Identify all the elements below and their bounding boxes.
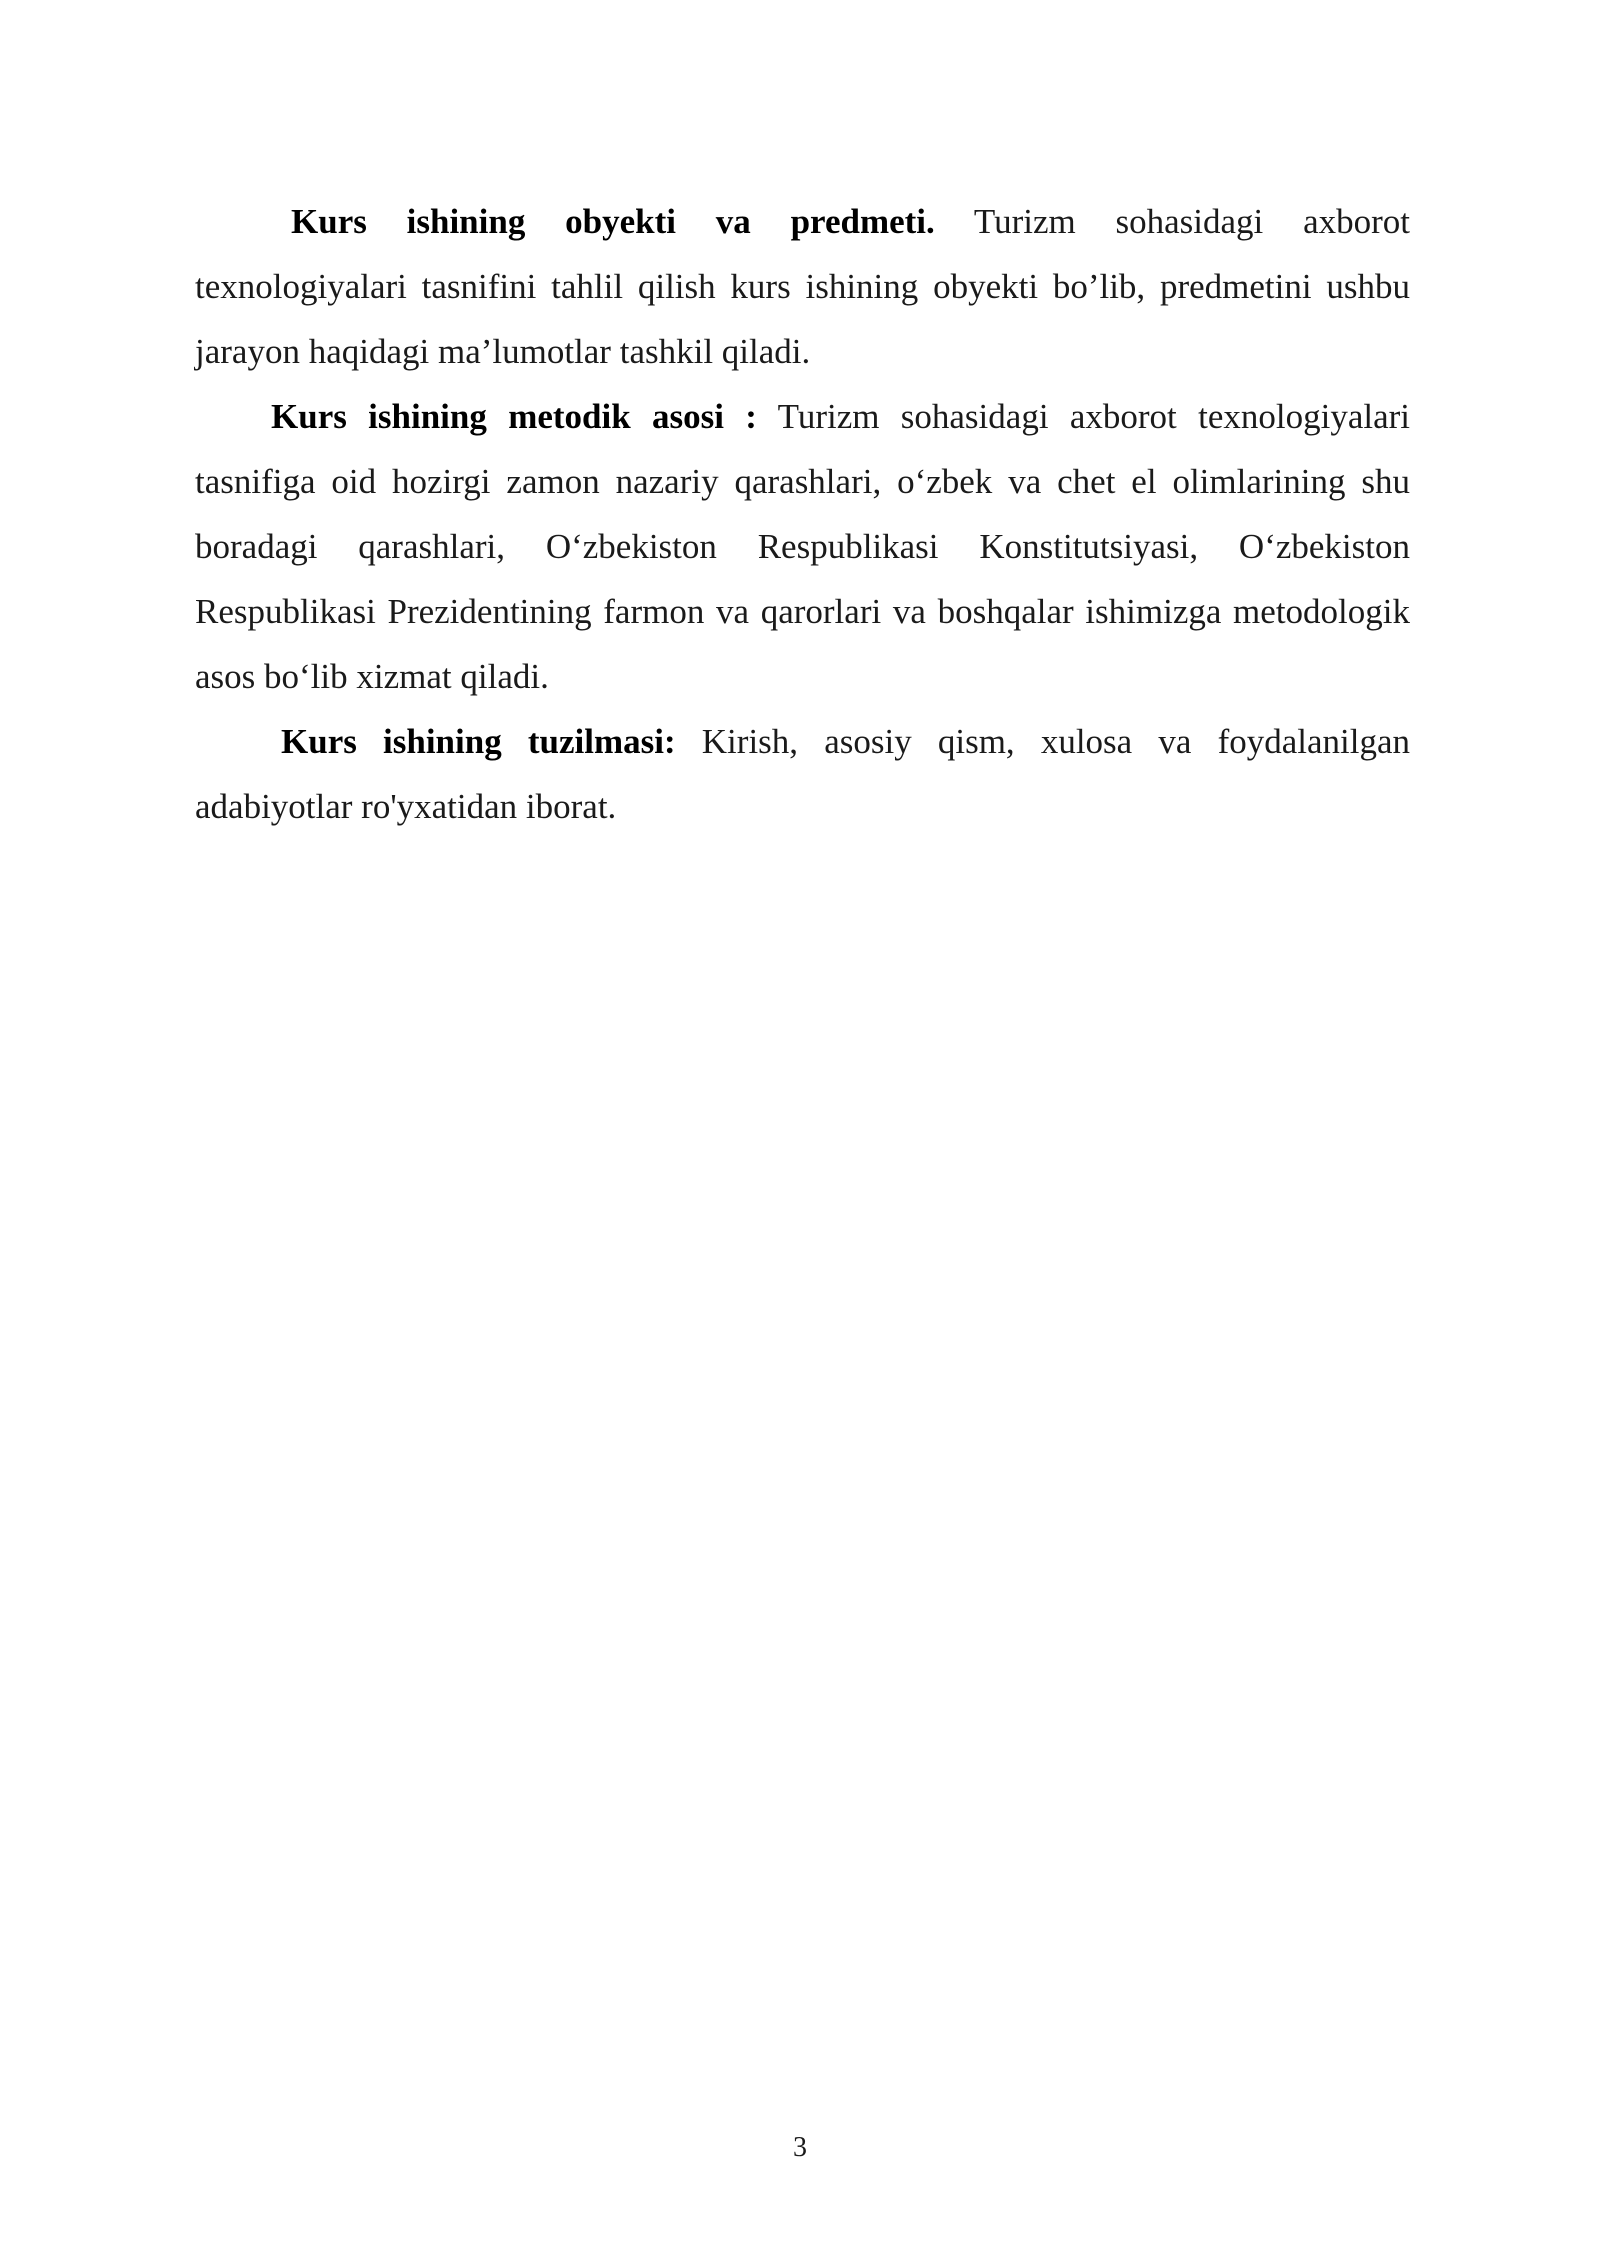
paragraph-object-subject — [195, 189, 1410, 384]
document-body — [195, 189, 1410, 839]
paragraph-text: Turizm sohasidagi axborot texnologiyalari tasnifiga oid hozirgi zamon nazariy qarashlari, o‘zbek va chet el olimlarining shu boradagi qarashlari, O‘zbekiston Respublikasi Konstitutsiyasi, O‘zbekiston Respublikasi Prezidentining farmon va qarorlari va boshqalar ishimizga metodologik asos bo‘lib xizmat qiladi. — [195, 397, 1410, 696]
paragraph-methodological-basis — [195, 384, 1410, 709]
page-number: 3 — [793, 2132, 807, 2163]
paragraph-structure — [195, 709, 1410, 839]
paragraph-heading: Kurs ishining metodik asosi : — [271, 397, 757, 436]
paragraph-heading: Kurs ishining tuzilmasi: — [281, 722, 676, 761]
paragraph-text: Turizm sohasidagi axborot texnologiyalari tasnifini tahlil qilish kurs ishining obyekti bo’lib, predmetini ushbu jarayon haqidagi ma’lumotlar tashkil qiladi. — [195, 202, 1410, 371]
paragraph-heading: Kurs ishining obyekti va predmeti. — [291, 202, 935, 241]
paragraph-text: Kirish, asosiy qism, xulosa va foydalanilgan adabiyotlar ro'yxatidan iborat. — [195, 722, 1411, 826]
